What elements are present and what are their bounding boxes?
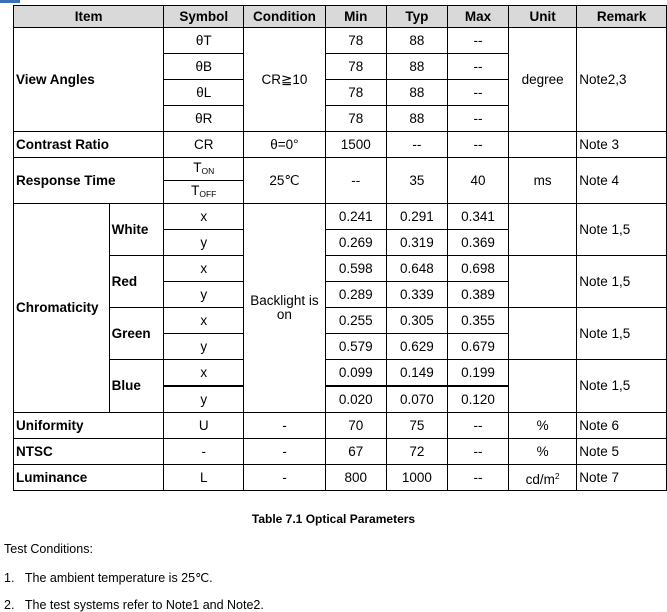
response-condition: 25℃	[244, 158, 325, 204]
max-cell: --	[447, 54, 508, 80]
symbol-ton	[164, 158, 244, 181]
view-angles-unit: degree	[509, 28, 577, 132]
min-cell: 0.241	[325, 204, 386, 230]
max-cell: 0.355	[447, 308, 508, 334]
chromaticity-item: Chromaticity	[14, 204, 110, 413]
contrast-item: Contrast Ratio	[14, 132, 164, 158]
contrast-min: 1500	[325, 132, 386, 158]
test-condition-number: 2.	[4, 598, 15, 612]
max-cell: 0.679	[447, 334, 508, 360]
typ-cell: 88	[386, 80, 447, 106]
ntsc-max: --	[447, 439, 508, 465]
luminance-condition: -	[244, 465, 325, 491]
symbol-toff	[164, 181, 244, 204]
luminance-unit-base: cd/m	[525, 471, 555, 487]
uniformity-condition: -	[244, 413, 325, 439]
typ-cell: 88	[386, 54, 447, 80]
max-cell: 0.369	[447, 230, 508, 256]
symbol-cell: x	[164, 308, 244, 334]
uniformity-unit: %	[509, 413, 577, 439]
symbol-toff-base: T	[191, 182, 200, 198]
ntsc-item: NTSC	[14, 439, 164, 465]
chromaticity-condition: Backlight is on	[244, 204, 325, 413]
color-green: Green	[109, 308, 164, 360]
view-angles-condition: CR≧10	[244, 28, 325, 132]
typ-cell: 0.070	[386, 386, 447, 413]
symbol-toff-sub: OFF	[199, 188, 217, 199]
luminance-symbol: L	[164, 465, 244, 491]
contrast-typ: --	[386, 132, 447, 158]
table-row	[14, 308, 667, 334]
luminance-unit	[509, 465, 577, 491]
header-remark: Remark	[577, 6, 667, 28]
color-white: White	[109, 204, 164, 256]
response-max: 40	[447, 158, 508, 204]
optical-parameters-table	[13, 5, 667, 491]
response-item: Response Time	[14, 158, 164, 204]
luminance-remark: Note 7	[577, 465, 667, 491]
contrast-symbol: CR	[164, 132, 244, 158]
min-cell: 0.255	[325, 308, 386, 334]
remark-cell: Note 1,5	[577, 308, 667, 360]
table-caption: Table 7.1 Optical Parameters	[251, 512, 416, 526]
view-angles-item: View Angles	[14, 28, 164, 132]
max-cell: --	[447, 106, 508, 132]
luminance-max: --	[447, 465, 508, 491]
min-cell: 0.269	[325, 230, 386, 256]
min-cell: 0.598	[325, 256, 386, 282]
min-cell: 0.020	[325, 386, 386, 413]
remark-cell: Note 1,5	[577, 204, 667, 256]
response-remark: Note 4	[577, 158, 667, 204]
luminance-unit-sup: 2	[554, 470, 560, 481]
table-row	[14, 28, 667, 54]
unit-cell	[509, 360, 577, 413]
ntsc-remark: Note 5	[577, 439, 667, 465]
ntsc-unit: %	[509, 439, 577, 465]
symbol-cell: y	[164, 386, 244, 413]
test-condition-text: The ambient temperature is 25℃.	[24, 571, 213, 585]
max-cell: --	[447, 80, 508, 106]
header-unit: Unit	[509, 6, 577, 28]
header-typ: Typ	[386, 6, 447, 28]
luminance-typ: 1000	[386, 465, 447, 491]
max-cell: 0.389	[447, 282, 508, 308]
color-blue: Blue	[109, 360, 164, 413]
response-min: --	[325, 158, 386, 204]
max-cell: 0.199	[447, 360, 508, 387]
uniformity-min: 70	[325, 413, 386, 439]
min-cell: 78	[325, 54, 386, 80]
unit-cell	[509, 204, 577, 256]
min-cell: 78	[325, 28, 386, 54]
remark-cell: Note 1,5	[577, 256, 667, 308]
test-condition-number: 1.	[4, 571, 15, 585]
test-condition-item	[4, 570, 213, 585]
ntsc-condition: -	[244, 439, 325, 465]
contrast-condition: θ=0°	[244, 132, 325, 158]
unit-cell	[509, 256, 577, 308]
uniformity-item: Uniformity	[14, 413, 164, 439]
uniformity-symbol: U	[164, 413, 244, 439]
max-cell: --	[447, 28, 508, 54]
contrast-max: --	[447, 132, 508, 158]
typ-cell: 88	[386, 106, 447, 132]
view-angles-remark: Note2,3	[577, 28, 667, 132]
typ-cell: 0.319	[386, 230, 447, 256]
table-row	[14, 158, 667, 181]
typ-cell: 88	[386, 28, 447, 54]
min-cell: 0.579	[325, 334, 386, 360]
unit-cell	[509, 308, 577, 360]
symbol-cell: θB	[164, 54, 244, 80]
luminance-item: Luminance	[14, 465, 164, 491]
ntsc-typ: 72	[386, 439, 447, 465]
typ-cell: 0.305	[386, 308, 447, 334]
test-condition-text: The test systems refer to Note1 and Note2.	[24, 598, 264, 612]
table-row	[14, 256, 667, 282]
contrast-unit	[509, 132, 577, 158]
test-condition-item	[4, 598, 264, 612]
max-cell: 0.698	[447, 256, 508, 282]
uniformity-remark: Note 6	[577, 413, 667, 439]
ntsc-min: 67	[325, 439, 386, 465]
symbol-ton-sub: ON	[201, 165, 215, 176]
header-condition: Condition	[244, 6, 325, 28]
color-red: Red	[109, 256, 164, 308]
symbol-cell: y	[164, 230, 244, 256]
header-item: Item	[14, 6, 164, 28]
max-cell: 0.341	[447, 204, 508, 230]
symbol-cell: θL	[164, 80, 244, 106]
min-cell: 0.289	[325, 282, 386, 308]
min-cell: 78	[325, 80, 386, 106]
symbol-cell: y	[164, 334, 244, 360]
uniformity-typ: 75	[386, 413, 447, 439]
typ-cell: 0.648	[386, 256, 447, 282]
symbol-cell: x	[164, 360, 244, 387]
symbol-cell: x	[164, 204, 244, 230]
typ-cell: 0.629	[386, 334, 447, 360]
symbol-ton-base: T	[193, 159, 202, 175]
symbol-cell: x	[164, 256, 244, 282]
remark-cell: Note 1,5	[577, 360, 667, 413]
typ-cell: 0.149	[386, 360, 447, 387]
table-row	[14, 413, 667, 439]
header-accent	[0, 0, 20, 3]
contrast-remark: Note 3	[577, 132, 667, 158]
table-row	[14, 465, 667, 491]
ntsc-symbol: -	[164, 439, 244, 465]
min-cell: 0.099	[325, 360, 386, 387]
max-cell: 0.120	[447, 386, 508, 413]
table-row	[14, 439, 667, 465]
typ-cell: 0.339	[386, 282, 447, 308]
symbol-cell: θT	[164, 28, 244, 54]
symbol-cell: y	[164, 282, 244, 308]
uniformity-max: --	[447, 413, 508, 439]
header-symbol: Symbol	[164, 6, 244, 28]
table-row	[14, 132, 667, 158]
luminance-min: 800	[325, 465, 386, 491]
response-unit: ms	[509, 158, 577, 204]
table-row	[14, 360, 667, 387]
header-max: Max	[447, 6, 508, 28]
typ-cell: 0.291	[386, 204, 447, 230]
header-row	[14, 6, 667, 28]
header-min: Min	[325, 6, 386, 28]
table-row	[14, 204, 667, 230]
response-typ: 35	[386, 158, 447, 204]
symbol-cell: θR	[164, 106, 244, 132]
test-conditions-title: Test Conditions:	[4, 542, 93, 556]
min-cell: 78	[325, 106, 386, 132]
